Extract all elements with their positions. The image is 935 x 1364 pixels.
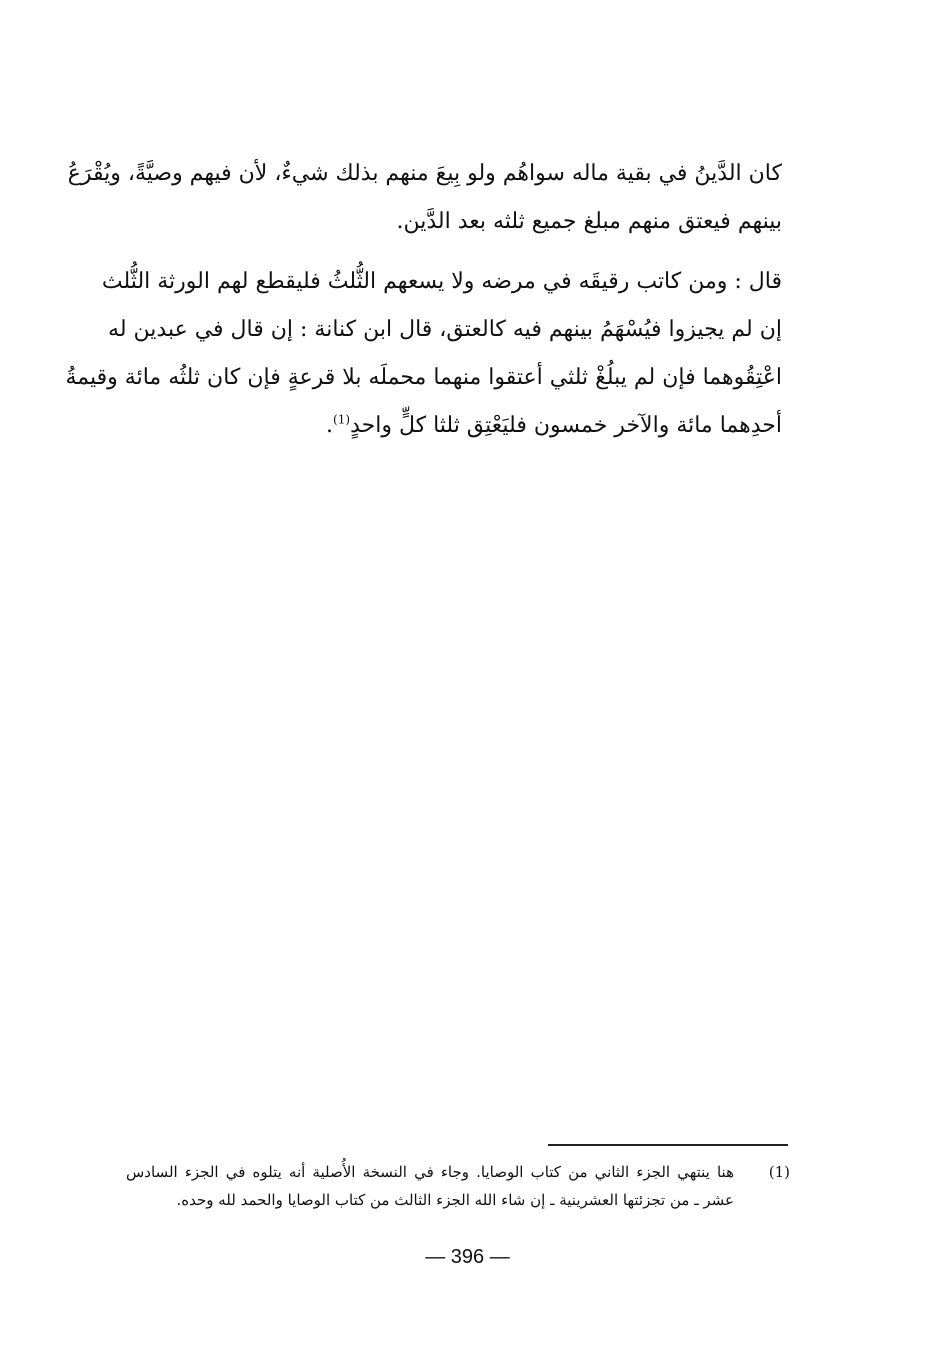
page-number: — 396 —	[425, 1246, 510, 1268]
footnote-separator	[548, 1144, 788, 1146]
footnote-line: عشر ـ من تجزئتها العشرينية ـ إن شاء الله الجزء الثالث من كتاب الوصايا والحمد لله وحده.	[176, 1191, 734, 1209]
paragraph-2	[65, 258, 782, 450]
text-line: بينهم فيعتق منهم مبلغ جميع ثلثه بعد الدَّين.	[396, 209, 782, 234]
paragraph-1	[67, 150, 782, 246]
text-line-content: أحدِهما مائة والآخر خمسون فليَعْتِق ثلثا كلٍّ واحدٍ	[350, 413, 782, 438]
footnote-line: هنا ينتهي الجزء الثاني من كتاب الوصايا. وجاء في النسخة الأُصلية أنه يتلوه في الجزء السادس	[126, 1163, 734, 1181]
text-line	[112, 402, 782, 450]
footnote-reference: (1)	[333, 412, 351, 427]
text-line: اعْتِقُوهما فإن لم يبلُغْ ثلثي أعتقوا منهما محملَه بلا قرعةٍ فإن كان ثلثُه مائة وقيمةُ	[65, 365, 782, 390]
text-line: قال : ومن كاتب رقيقَه في مرضه ولا يسعهم الثُّلثُ فليقطع لهم الورثة الثُّلث	[101, 269, 782, 294]
end-punctuation: .	[326, 413, 334, 438]
main-text	[65, 150, 782, 450]
text-line: إن لم يجيزوا فيُسْهَمُ بينهم فيه كالعتق، قال ابن كنانة : إن قال في عبدين له	[108, 317, 782, 342]
text-line: كان الدَّينُ في بقية ماله سواهُم ولو بِيعَ منهم بذلك شيءٌ، لأن فيهم وصيَّةً، ويُقْرَعُ	[67, 161, 782, 186]
footnote	[126, 1158, 790, 1214]
footnote-number: (1)	[768, 1163, 790, 1181]
footnotes	[126, 1158, 790, 1214]
